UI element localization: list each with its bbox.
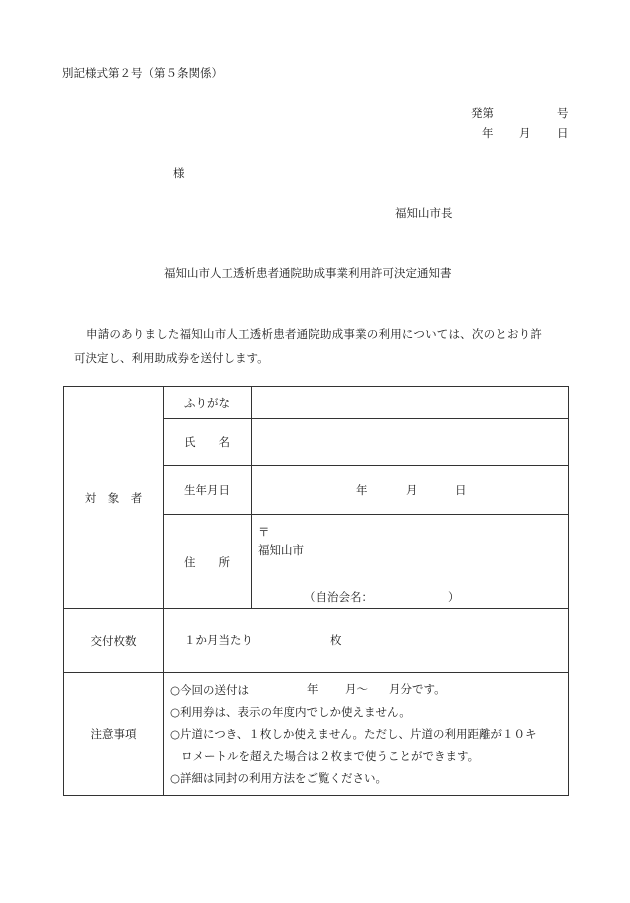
issue-count-label-cell: [64, 609, 164, 673]
target-person-label: 対 象 者: [84, 490, 143, 505]
birth-year: 年: [356, 483, 368, 497]
birthdate-label-cell: [164, 466, 252, 515]
name-label-cell: [164, 419, 252, 466]
association-close: ）: [448, 590, 460, 604]
notes-label-cell: [64, 673, 164, 796]
note-1-month: 月～: [345, 682, 368, 696]
document-title: 福知山市人工透析患者通院助成事業利用許可決定通知書: [164, 266, 452, 280]
per-month-label: １か月当たり: [184, 633, 253, 647]
address-label-cell: [164, 515, 252, 609]
address-field[interactable]: [252, 515, 569, 609]
body-line-1: 申請のありました福知山市人工透析患者通院助成事業の利用については、次のとおり許: [86, 327, 543, 341]
furigana-field[interactable]: [252, 387, 569, 419]
note-1-prefix: ○今回の送付は: [170, 683, 250, 697]
count-unit: 枚: [330, 633, 342, 647]
date-year: 年: [482, 126, 494, 140]
body-line-2: 可決定し、利用助成券を送付します。: [74, 351, 269, 365]
note-1-year: 年: [307, 682, 319, 696]
birth-month: 月: [406, 483, 418, 497]
birth-day: 日: [455, 483, 467, 497]
address-label: 住 所: [184, 554, 230, 569]
note-3-line-1: ○片道につき、１枚しか使えません。ただし、片道の利用距離が１０キ: [170, 727, 537, 741]
date-day: 日: [557, 126, 569, 140]
recipient-honorific: 様: [173, 166, 185, 180]
note-1-end: 月分です。: [389, 682, 446, 696]
association-open: （自治会名：: [304, 590, 373, 604]
sender-name: 福知山市長: [395, 206, 453, 220]
form-number: 別記様式第２号（第５条関係）: [62, 66, 223, 80]
application-table: [63, 386, 569, 796]
note-3-line-2: ロメートルを超えた場合は２枚まで使うことができます。: [181, 749, 480, 763]
body-paragraph: [62, 322, 572, 370]
address-city: 福知山市: [258, 543, 304, 557]
birthdate-label: 生年月日: [184, 483, 230, 497]
note-4: ○詳細は同封の利用方法をご覧ください。: [170, 771, 388, 785]
notes-label: 注意事項: [90, 727, 137, 741]
furigana-label: ふりがな: [184, 395, 230, 410]
postal-mark: 〒: [258, 525, 270, 539]
date-month: 月: [519, 126, 531, 140]
birthdate-field[interactable]: [252, 466, 569, 515]
issue-count-field[interactable]: [164, 609, 569, 673]
note-2: ○利用券は、表示の年度内でしか使えません。: [170, 705, 411, 719]
name-label: 氏 名: [184, 435, 230, 449]
furigana-label-cell: [164, 387, 252, 419]
issue-number-suffix: 号: [557, 106, 569, 120]
notes-content: [164, 673, 569, 796]
note-1: [170, 679, 568, 701]
issue-count-label: 交付枚数: [90, 633, 137, 648]
target-person-header: [64, 387, 164, 609]
issue-number-prefix: 発第: [471, 106, 494, 120]
name-field[interactable]: [252, 419, 569, 466]
